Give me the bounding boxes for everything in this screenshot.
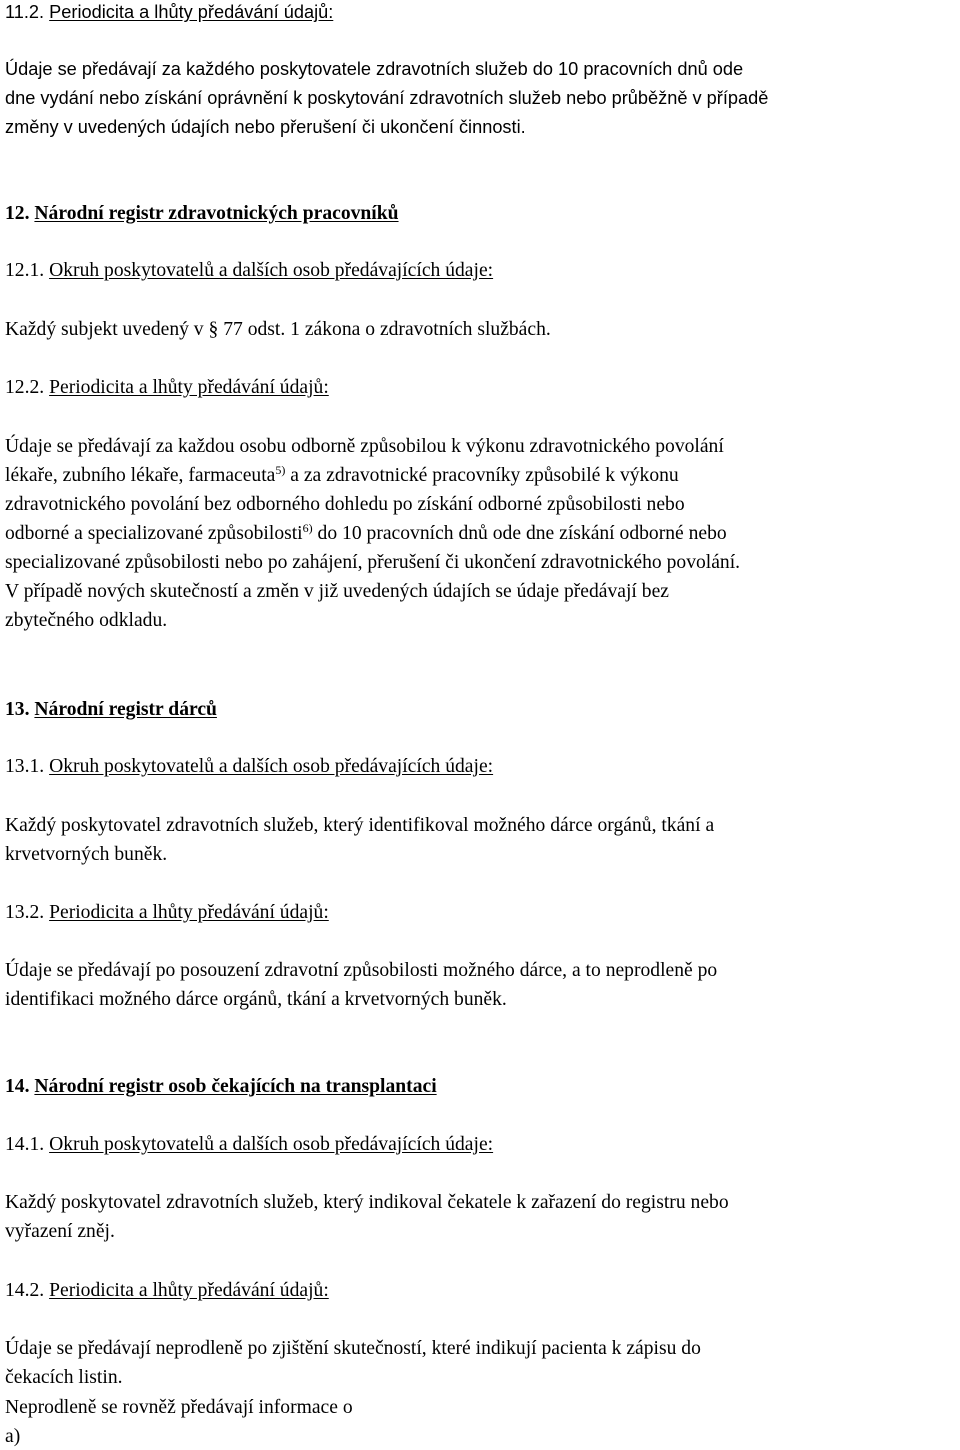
- paragraph-line: zbytečného odkladu.: [5, 610, 168, 631]
- section-number: 14.1.: [5, 1134, 45, 1155]
- paragraph-line: specializované způsobilosti nebo po zahájení, přerušení či ukončení zdravotnického povolání.: [5, 552, 741, 573]
- footnote-ref: 5): [275, 463, 286, 477]
- section-heading-12-2: [5, 376, 329, 400]
- paragraph-line: dne vydání nebo získání oprávnění k poskytování zdravotních služeb nebo průběžně v případě: [5, 88, 769, 108]
- section-number: 12.1.: [5, 260, 45, 281]
- paragraph-line: Údaje se předávají po posouzení zdravotní způsobilosti možného dárce, a to neprodleně po: [5, 960, 718, 981]
- paragraph-line: Neprodleně se rovněž předávají informace o: [5, 1397, 353, 1418]
- paragraph-line: Každý subjekt uvedený v § 77 odst. 1 zákona o zdravotních službách.: [5, 319, 551, 340]
- section-heading-12: [5, 202, 399, 226]
- section-heading-13-2: [5, 901, 329, 925]
- footnote-ref: 6): [302, 521, 313, 535]
- paragraph-line: zdravotnického povolání bez odborného dohledu po získání odborné způsobilosti nebo: [5, 494, 685, 515]
- section-title: Periodicita a lhůty předávání údajů:: [49, 902, 329, 923]
- paragraph-line: změny v uvedených údajích nebo přerušení či ukončení činnosti.: [5, 117, 526, 137]
- section-title: Národní registr dárců: [34, 699, 217, 720]
- section-sign: §: [208, 319, 219, 340]
- section-heading-14-1: [5, 1133, 493, 1157]
- section-title: Národní registr zdravotnických pracovníků: [34, 203, 399, 224]
- paragraph-line: Každý poskytovatel zdravotních služeb, který identifikoval možného dárce orgánů, tkání a: [5, 815, 715, 836]
- paragraph-line: Každý poskytovatel zdravotních služeb, který indikoval čekatele k zařazení do registru nebo: [5, 1192, 729, 1213]
- paragraph-line: identifikaci možného dárce orgánů, tkání a krvetvorných buněk.: [5, 989, 507, 1010]
- section-number: 12.: [5, 203, 30, 224]
- section-title: Okruh poskytovatelů a dalších osob předávajících údaje:: [49, 1134, 494, 1155]
- paragraph-line: V případě nových skutečností a změn v již uvedených údajích se údaje předávají bez: [5, 581, 669, 602]
- paragraph-line: krvetvorných buněk.: [5, 844, 168, 865]
- paragraph-line: čekacích listin.: [5, 1367, 123, 1388]
- section-title: Národní registr osob čekajících na transplantaci: [34, 1076, 437, 1097]
- section-number: 14.2.: [5, 1280, 45, 1301]
- paragraph-line: Údaje se předávají neprodleně po zjištění skutečností, které indikují pacienta k zápisu do: [5, 1338, 701, 1359]
- paragraph-line: Údaje se předávají za každého poskytovatele zdravotních služeb do 10 pracovních dnů ode: [5, 59, 744, 79]
- section-number: 12.2.: [5, 377, 45, 398]
- section-number: 14.: [5, 1076, 30, 1097]
- section-title: Periodicita a lhůty předávání údajů:: [49, 2, 334, 22]
- section-title: Okruh poskytovatelů a dalších osob předávajících údaje:: [49, 756, 494, 777]
- section-heading-14: [5, 1075, 437, 1099]
- section-title: Periodicita a lhůty předávání údajů:: [49, 377, 329, 398]
- section-heading-13: [5, 698, 217, 722]
- section-title: Periodicita a lhůty předávání údajů:: [49, 1280, 329, 1301]
- section-number: 13.: [5, 699, 30, 720]
- list-marker: a): [5, 1426, 21, 1447]
- paragraph-line: Údaje se předávají za každou osobu odborně způsobilou k výkonu zdravotnického povolání: [5, 436, 724, 457]
- section-title: Okruh poskytovatelů a dalších osob předávajících údaje:: [49, 260, 494, 281]
- paragraph-line: lékaře, zubního lékaře, farmaceuta$^{5)}$ a za zdravotnické pracovníky způsobilé k výkonu: [5, 463, 679, 486]
- section-number: 11.2.: [5, 2, 45, 22]
- paragraph-line: odborné a specializované způsobilosti$^{6)}$ do 10 pracovních dnů ode dne získání odborné nebo: [5, 521, 727, 544]
- section-heading-13-1: [5, 755, 493, 779]
- section-heading-11-2: [5, 0, 333, 24]
- section-heading-12-1: [5, 259, 493, 283]
- section-number: 13.1.: [5, 756, 45, 777]
- section-number: 13.2.: [5, 902, 45, 923]
- paragraph-line: vyřazení zněj.: [5, 1221, 115, 1242]
- section-heading-14-2: [5, 1279, 329, 1303]
